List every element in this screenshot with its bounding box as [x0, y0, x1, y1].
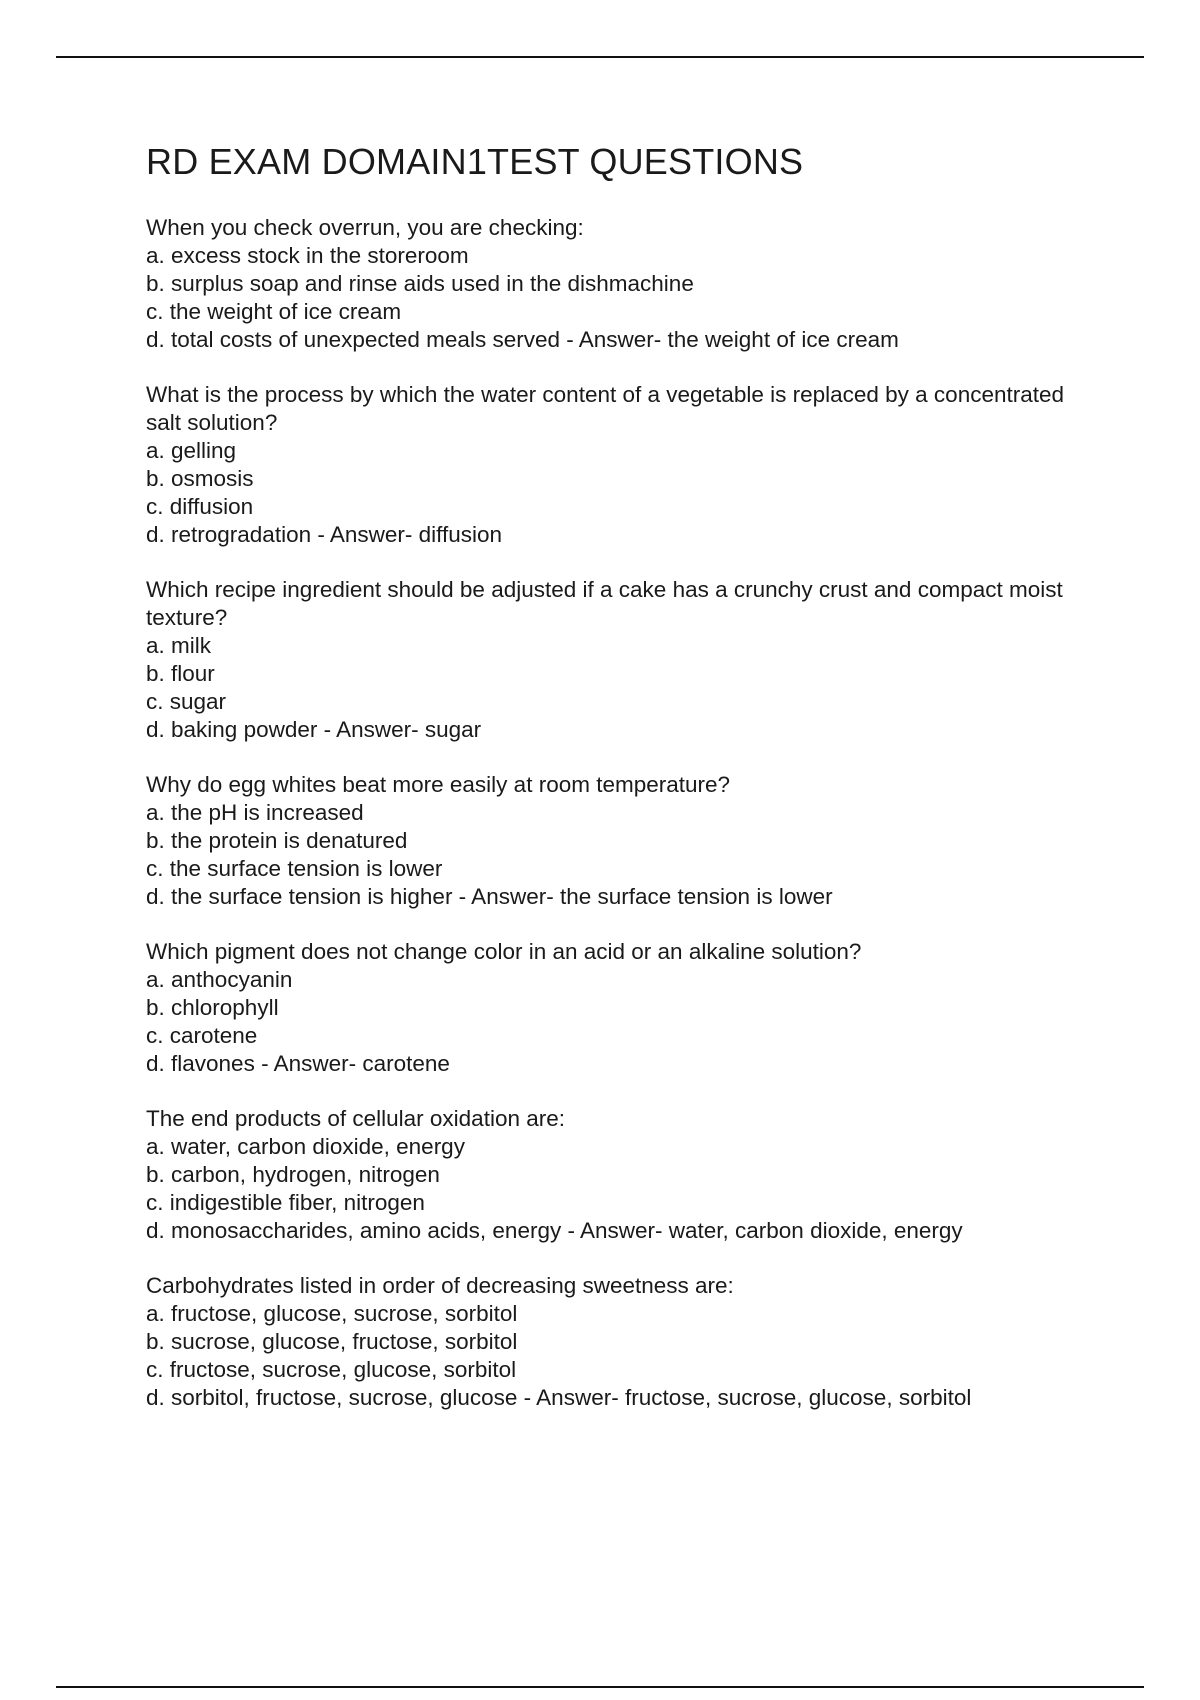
answer-option: c. diffusion: [146, 494, 254, 519]
answer-option: b. osmosis: [146, 466, 254, 491]
page-bottom-rule: [56, 1686, 1144, 1688]
answer-option: c. sugar: [146, 689, 227, 714]
answer-option-with-answer: d. flavones - Answer- carotene: [146, 1051, 450, 1076]
answer-option: b. chlorophyll: [146, 995, 279, 1020]
answer-option: c. fructose, sucrose, glucose, sorbitol: [146, 1357, 517, 1382]
answer-option: a. anthocyanin: [146, 967, 293, 992]
question-text: What is the process by which the water content of a vegetable is replaced by a concentrated salt solution?: [146, 382, 1065, 435]
answer-option: b. carbon, hydrogen, nitrogen: [146, 1162, 440, 1187]
answer-option: a. excess stock in the storeroom: [146, 243, 469, 268]
question-block: [146, 1272, 1086, 1412]
answer-option-with-answer: d. retrogradation - Answer- diffusion: [146, 522, 503, 547]
answer-option: b. the protein is denatured: [146, 828, 408, 853]
answer-option-with-answer: d. sorbitol, fructose, sucrose, glucose - Answer- fructose, sucrose, glucose, sorbitol: [146, 1385, 972, 1410]
page-title: RD EXAM DOMAIN1TEST QUESTIONS: [146, 141, 804, 182]
answer-option-with-answer: d. total costs of unexpected meals served - Answer- the weight of ice cream: [146, 327, 899, 352]
question-block: [146, 576, 1086, 744]
question-text: The end products of cellular oxidation are:: [146, 1106, 565, 1131]
page-top-rule: [56, 56, 1144, 58]
answer-option: a. fructose, glucose, sucrose, sorbitol: [146, 1301, 518, 1326]
question-block: [146, 938, 1086, 1078]
answer-option: b. surplus soap and rinse aids used in the dishmachine: [146, 271, 694, 296]
answer-option: c. indigestible fiber, nitrogen: [146, 1190, 425, 1215]
answer-option: b. sucrose, glucose, fructose, sorbitol: [146, 1329, 518, 1354]
answer-option: c. carotene: [146, 1023, 258, 1048]
answer-option-with-answer: d. monosaccharides, amino acids, energy - Answer- water, carbon dioxide, energy: [146, 1218, 963, 1243]
document-body: [146, 140, 1086, 1439]
question-text: When you check overrun, you are checking:: [146, 215, 584, 240]
answer-option: c. the weight of ice cream: [146, 299, 402, 324]
answer-option-with-answer: d. the surface tension is higher - Answer- the surface tension is lower: [146, 884, 833, 909]
answer-option-with-answer: d. baking powder - Answer- sugar: [146, 717, 482, 742]
question-block: [146, 214, 1086, 354]
answer-option: b. flour: [146, 661, 215, 686]
question-text: Carbohydrates listed in order of decreasing sweetness are:: [146, 1273, 734, 1298]
answer-option: c. the surface tension is lower: [146, 856, 443, 881]
answer-option: a. water, carbon dioxide, energy: [146, 1134, 465, 1159]
answer-option: a. milk: [146, 633, 212, 658]
question-text: Why do egg whites beat more easily at room temperature?: [146, 772, 731, 797]
answer-option: a. gelling: [146, 438, 237, 463]
answer-option: a. the pH is increased: [146, 800, 364, 825]
question-block: [146, 1105, 1086, 1245]
question-block: [146, 381, 1086, 549]
question-text: Which recipe ingredient should be adjusted if a cake has a crunchy crust and compact moist texture?: [146, 577, 1063, 630]
question-text: Which pigment does not change color in an acid or an alkaline solution?: [146, 939, 862, 964]
question-block: [146, 771, 1086, 911]
